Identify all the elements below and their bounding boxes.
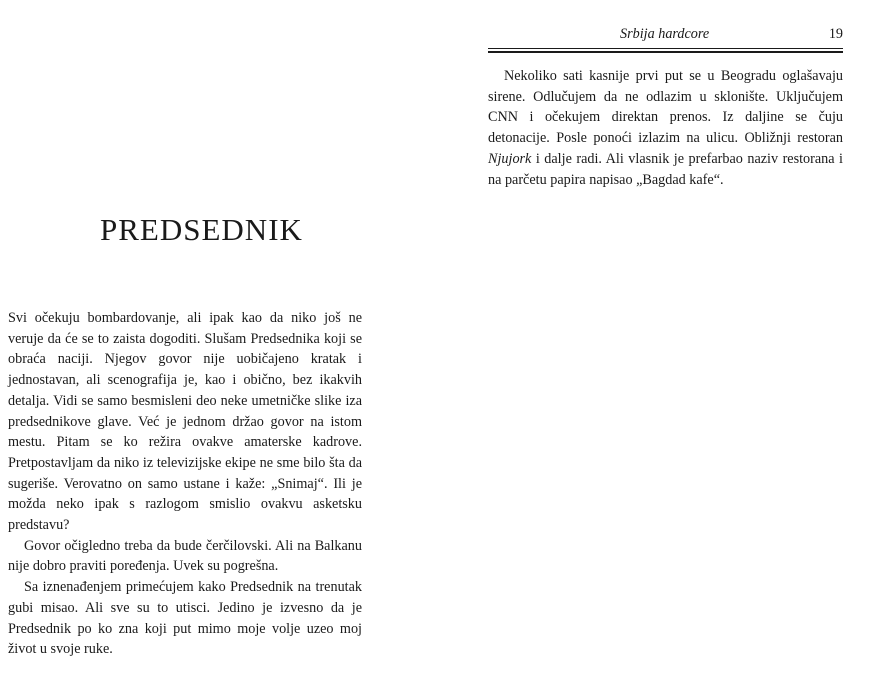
page-number: 19 bbox=[828, 26, 843, 42]
paragraph-1: Svi očekuju bombardovanje, ali ipak kao da niko još ne veruje da će se to zaista dogoditi. Slušam Predsednika koji se obraća naciji. Njegov govor nije uobičajeno kratak i jednostavan, ali scenografija je, kao i obično, bez ikakvih detalja. Vidi se samo besmisleni deo neke umetničke slike iza predsednikove glave. Već je jednom držao govor na istom mestu. Pitam se ko režira ovakve amaterske kadrove. Pretpostavljam da niko iz televizijske ekipe ne sme bilo šta da sugeriše. Verovatno on samo ustane i kaže: „Snimaj“. Ili je možda neko ipak s razlogom smislio ovakvu asketsku predstavu? bbox=[8, 310, 362, 534]
paragraph-3: Sa iznenađenjem primećujem kako Predsednik na trenutak gubi misao. Ali sve su to utisci. Jedino je izvesno da je Predsednik po ko zna koji put mimo moje volje uzeo moj život u svoje ruke. bbox=[8, 579, 362, 658]
chapter-title: PREDSEDNIK bbox=[100, 212, 303, 247]
running-title: Srbija hardcore bbox=[620, 26, 710, 42]
paragraph-2: Govor očigledno treba da bude čerčilovski. Ali na Balkanu nije dobro praviti poređenja. Uvek su pogrešna. bbox=[8, 537, 362, 575]
running-head bbox=[488, 26, 843, 49]
continuation-text-part-2: i dalje radi. Ali vlasnik je prefarbao naziv restorana i na parčetu papira napisao „Bagdad kafe“. bbox=[488, 150, 843, 188]
restaurant-name: Njujork bbox=[488, 150, 532, 167]
right-page bbox=[442, 0, 885, 700]
left-page bbox=[0, 0, 442, 700]
continuation-text-part-1: Nekoliko sati kasnije prvi put se u Beogradu oglašavaju sirene. Odlučujem da ne odlazim u sklonište. Uključujem CNN i očekujem direktan prenos. Iz daljine se čuju detonacije. Posle ponoći izlazim na ulicu. Obližnji restoran bbox=[488, 68, 843, 147]
continuation-paragraph bbox=[488, 66, 843, 190]
chapter-body bbox=[8, 308, 362, 660]
continuation-text bbox=[488, 66, 843, 190]
